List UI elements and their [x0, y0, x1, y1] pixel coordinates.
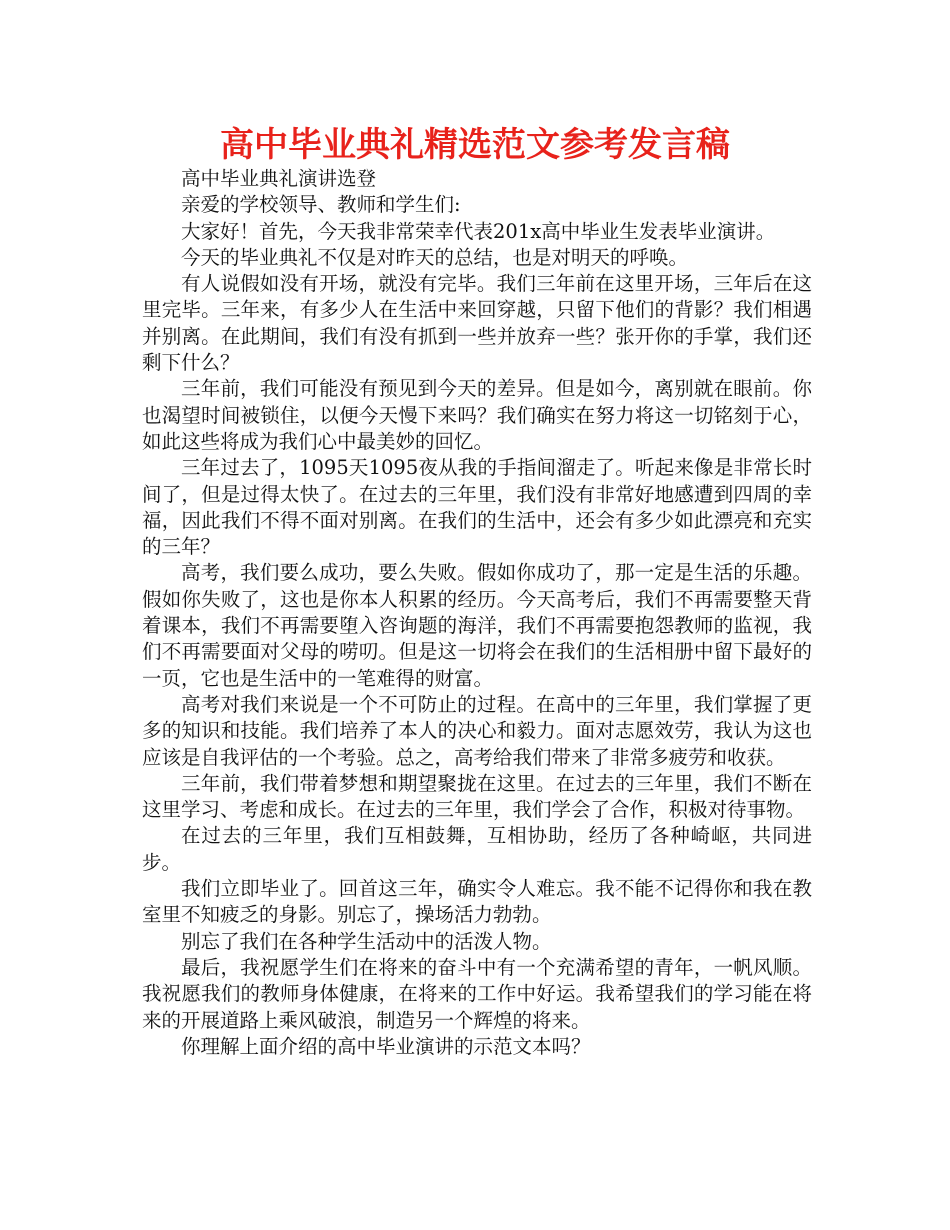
document-body [142, 166, 812, 1060]
paragraph: 在过去的三年里，我们互相鼓舞，互相协助，经历了各种崎岖，共同进步。 [142, 824, 812, 874]
paragraph: 今天的毕业典礼不仅是对昨天的总结，也是对明天的呼唤。 [181, 245, 689, 269]
paragraph: 三年前，我们可能没有预见到今天的差异。但是如今，离别就在眼前。你也渴望时间被锁住，以便今天慢下来吗？我们确实在努力将这一切铭刻于心，如此这些将成为我们心中最美妙的回忆。 [142, 377, 812, 453]
paragraph: 大家好！首先，今天我非常荣幸代表201x高中毕业生发表毕业演讲。 [181, 219, 776, 243]
paragraph: 高中毕业典礼演讲选登 [181, 167, 377, 190]
paragraph: 你理解上面介绍的高中毕业演讲的示范文本吗？ [181, 1034, 591, 1058]
paragraph: 最后，我祝愿学生们在将来的奋斗中有一个充满希望的青年，一帆风顺。我祝愿我们的教师身体健康，在将来的工作中好运。我希望我们的学习能在将来的开展道路上乘风破浪，制造另一个辉煌的将来。 [142, 955, 812, 1032]
paragraph: 三年过去了，1095天1095夜从我的手指间溜走了。听起来像是非常长时间了，但是过得太快了。在过去的三年里，我们没有非常好地感遭到四周的幸福，因此我们不得不面对别离。在我们的生活中，还会有多少如此漂亮和充实的三年？ [142, 456, 812, 559]
paragraph: 别忘了我们在各种学生活动中的活泼人物。 [181, 929, 552, 953]
document-title: 高中毕业典礼精选范文参考发言稿 [220, 125, 730, 165]
paragraph: 有人说假如没有开场，就没有完毕。我们三年前在这里开场，三年后在这里完毕。三年来，有多少人在生活中来回穿越，只留下他们的背影？我们相遇并别离。在此期间，我们有没有抓到一些并放弃一些？张开你的手掌，我们还剩下什么？ [142, 272, 812, 375]
paragraph: 高考对我们来说是一个不可防止的过程。在高中的三年里，我们掌握了更多的知识和技能。我们培养了本人的决心和毅力。面对志愿效劳，我认为这也应该是自我评估的一个考验。总之，高考给我们带来了非常多疲劳和收获。 [142, 692, 812, 769]
paragraph: 我们立即毕业了。回首这三年，确实令人难忘。我不能不记得你和我在教室里不知疲乏的身影。别忘了，操场活力勃勃。 [142, 877, 812, 927]
paragraph: 高考，我们要么成功，要么失败。假如你成功了，那一定是生活的乐趣。假如你失败了，这也是你本人积累的经历。今天高考后，我们不再需要整天背着课本，我们不再需要堕入咨询题的海洋，我们不再需要抱怨教师的监视，我们不再需要面对父母的唠叨。但是这一切将会在我们的生活相册中留下最好的一页，它也是生活中的一笔难得的财富。 [142, 561, 812, 690]
paragraph: 亲爱的学校领导、教师和学生们: [181, 193, 461, 217]
paragraph: 三年前，我们带着梦想和期望聚拢在这里。在过去的三年里，我们不断在这里学习、考虑和成长。在过去的三年里，我们学会了合作，积极对待事物。 [142, 771, 812, 822]
